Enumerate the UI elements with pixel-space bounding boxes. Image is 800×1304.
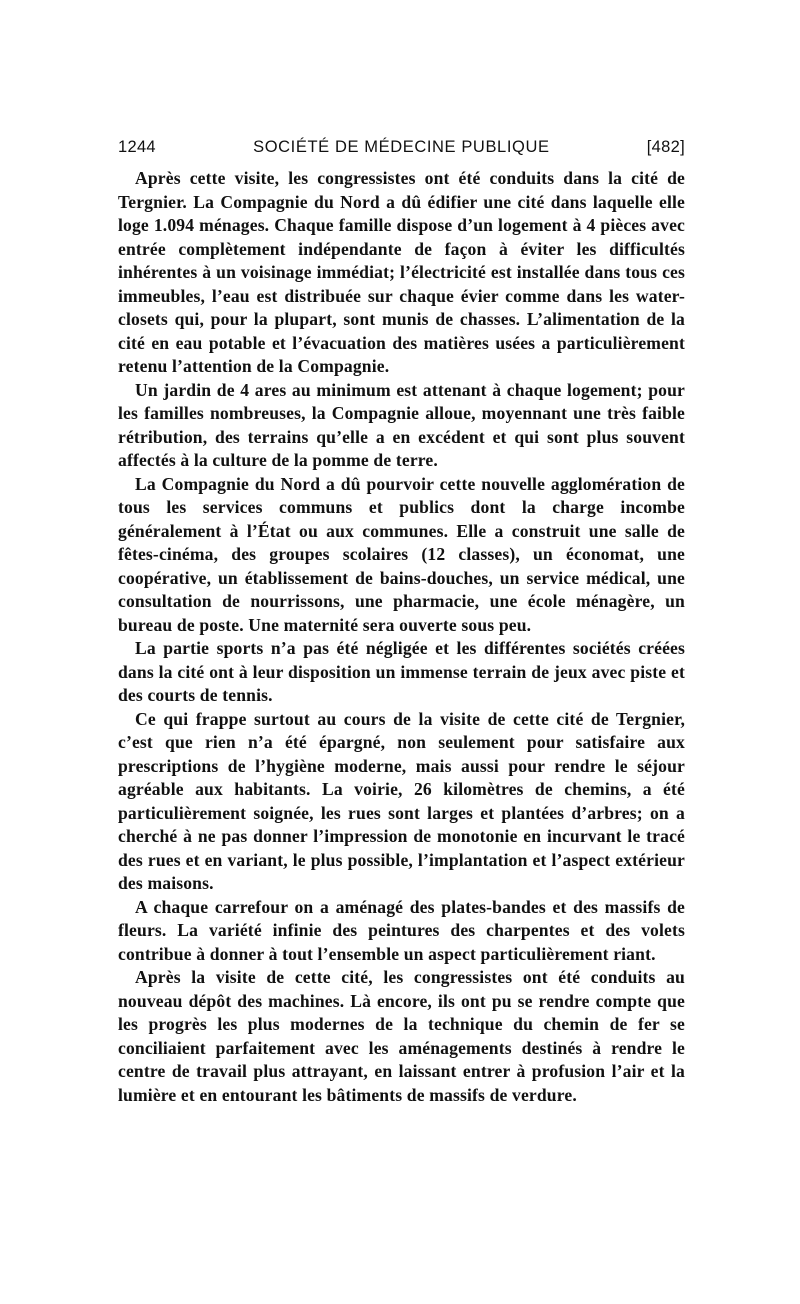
document-page: [118, 138, 685, 1107]
page-number: 1244: [118, 138, 156, 156]
paragraph-7: Après la visite de cette cité, les congressistes ont été conduits au nouveau dépôt des machines. Là encore, ils ont pu se rendre compte que les progrès les plus modernes de la technique du chemin de fer se conciliaient parfaitement avec les aménagements destinés à rendre le centre de travail plus attrayant, en laissant entrer à profusion l’air et la lumière et en entourant les bâtiments de massifs de verdure.: [118, 967, 685, 1105]
paragraph-3: La Compagnie du Nord a dû pourvoir cette nouvelle agglomération de tous les services communs et publics dont la charge incombe généralement à l’État ou aux communes. Elle a construit une salle de fêtes-cinéma, des groupes scolaires (12 classes), un économat, une coopérative, un établissement de bains-douches, un service médical, une consultation de nourrissons, une pharmacie, une école ménagère, un bureau de poste. Une maternité sera ouverte sous peu.: [118, 473, 685, 635]
running-title: SOCIÉTÉ DE MÉDECINE PUBLIQUE: [253, 138, 550, 156]
paragraph-1: Après cette visite, les congressistes ont été conduits dans la cité de Tergnier. La Compagnie du Nord a dû édifier une cité dans laquelle elle loge 1.094 ménages. Chaque famille dispose d’un logement à 4 pièces avec entrée complètement indépendante de façon à éviter les difficultés inhérentes à un voisinage immédiat; l’électricité est installée dans tous ces immeubles, l’eau est distribuée sur chaque évier comme dans les water-closets qui, pour la plupart, sont munis de chasses. L’alimentation de la cité en eau potable et l’évacuation des matières usées a particulièrement retenu l’attention de la Compagnie.: [118, 168, 685, 376]
paragraph-2: Un jardin de 4 ares au minimum est attenant à chaque logement; pour les familles nombreuses, la Compagnie alloue, moyennant une très faible rétribution, des terrains qu’elle a en excédent et qui sont plus souvent affectés à la culture de la pomme de terre.: [118, 379, 685, 470]
body-text: [118, 167, 685, 1107]
running-header: [118, 138, 685, 157]
paragraph-6: A chaque carrefour on a aménagé des plates-bandes et des massifs de fleurs. La variété infinie des peintures des charpentes et des volets contribue à donner à tout l’ensemble un aspect particulièrement riant.: [118, 896, 685, 964]
original-page-number: [482]: [646, 138, 685, 156]
paragraph-4: La partie sports n’a pas été négligée et les différentes sociétés créées dans la cité ont à leur disposition un immense terrain de jeux avec piste et des courts de tennis.: [118, 638, 685, 705]
paragraph-5: Ce qui frappe surtout au cours de la visite de cette cité de Tergnier, c’est que rien n’a été épargné, non seulement pour satisfaire aux prescriptions de l’hygiène moderne, mais aussi pour rendre le séjour agréable aux habitants. La voirie, 26 kilomètres de chemins, a été particulièrement soignée, les rues sont larges et plantées d’arbres; on a cherché à ne pas donner l’impression de monotonie en incurvant le tracé des rues et en variant, le plus possible, l’implantation et l’aspect extérieur des maisons.: [118, 708, 685, 893]
